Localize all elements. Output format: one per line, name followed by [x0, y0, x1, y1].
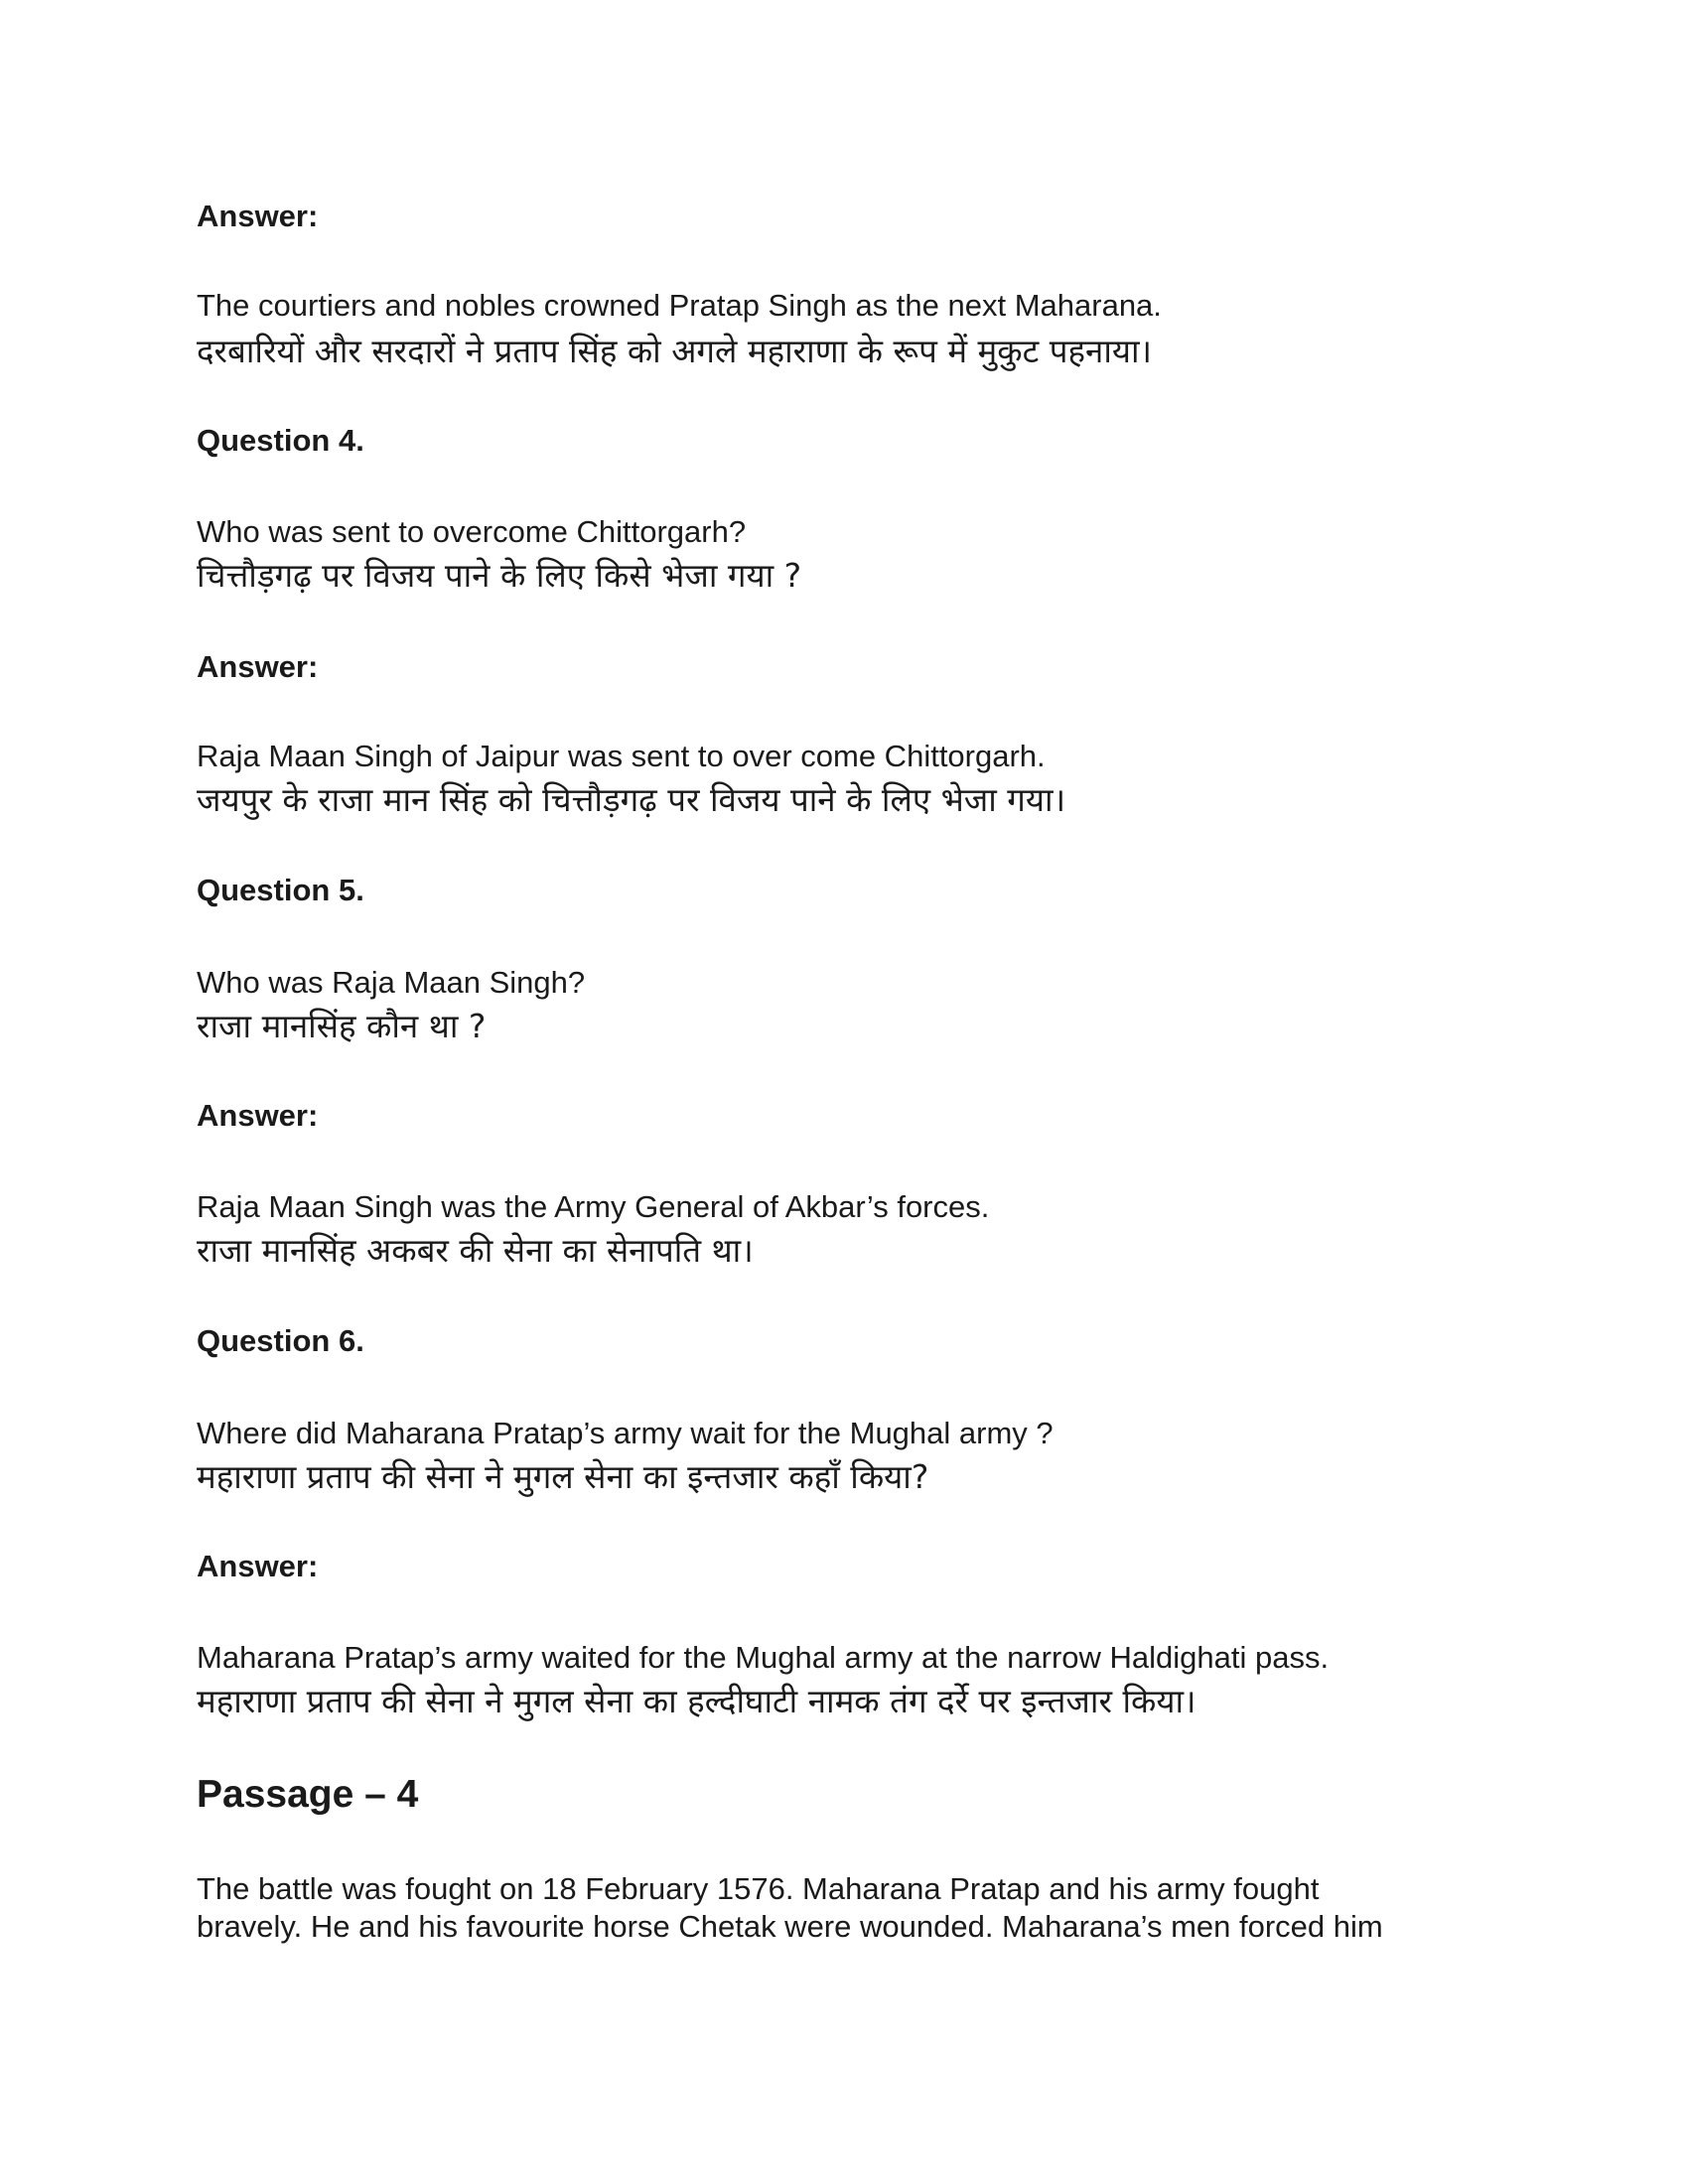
answer-6-label: Answer: — [197, 1549, 319, 1583]
question-4-text-hindi: चित्तौड़गढ़ पर विजय पाने के लिए किसे भेजा गया ? — [197, 556, 802, 595]
answer-4-label: Answer: — [197, 649, 319, 684]
answer-label: Answer: — [197, 199, 319, 233]
answer-5-label: Answer: — [197, 1098, 319, 1133]
answer-5-text-hindi: राजा मानसिंह अकबर की सेना का सेनापति था। — [197, 1231, 754, 1270]
question-5-text-hindi: राजा मानसिंह कौन था ? — [197, 1007, 487, 1045]
question-5-label: Question 5. — [197, 873, 364, 907]
answer-6-text-hindi: महाराणा प्रताप की सेना ने मुगल सेना का हल्दीघाटी नामक तंग दर्रे पर इन्तजार किया। — [197, 1682, 1196, 1720]
passage-4-heading: Passage – 4 — [197, 1773, 419, 1816]
passage-4-text-line-2: bravely. He and his favourite horse Chetak were wounded. Maharana’s men forced him — [197, 1909, 1383, 1944]
answer-text-hindi: दरबारियों और सरदारों ने प्रताप सिंह को अगले महाराणा के रूप में मुकुट पहनाया। — [197, 332, 1153, 370]
answer-text-english: The courtiers and nobles crowned Pratap Singh as the next Maharana. — [197, 288, 1162, 323]
question-6-text-hindi: महाराणा प्रताप की सेना ने मुगल सेना का इन्तजार कहाँ किया? — [197, 1457, 929, 1496]
answer-5-text-english: Raja Maan Singh was the Army General of Akbar’s forces. — [197, 1189, 990, 1224]
question-6-label: Question 6. — [197, 1323, 364, 1358]
question-6-text-english: Where did Maharana Pratap’s army wait for the Mughal army ? — [197, 1416, 1054, 1450]
answer-4-text-english: Raja Maan Singh of Jaipur was sent to over come Chittorgarh. — [197, 739, 1046, 773]
answer-4-text-hindi: जयपुर के राजा मान सिंह को चित्तौड़गढ़ पर विजय पाने के लिए भेजा गया। — [197, 780, 1066, 819]
question-5-text-english: Who was Raja Maan Singh? — [197, 965, 586, 1000]
question-4-label: Question 4. — [197, 423, 364, 458]
question-4-text-english: Who was sent to overcome Chittorgarh? — [197, 514, 747, 549]
passage-4-text-line-1: The battle was fought on 18 February 1576. Maharana Pratap and his army fought — [197, 1871, 1320, 1906]
answer-6-text-english: Maharana Pratap’s army waited for the Mughal army at the narrow Haldighati pass. — [197, 1640, 1330, 1675]
